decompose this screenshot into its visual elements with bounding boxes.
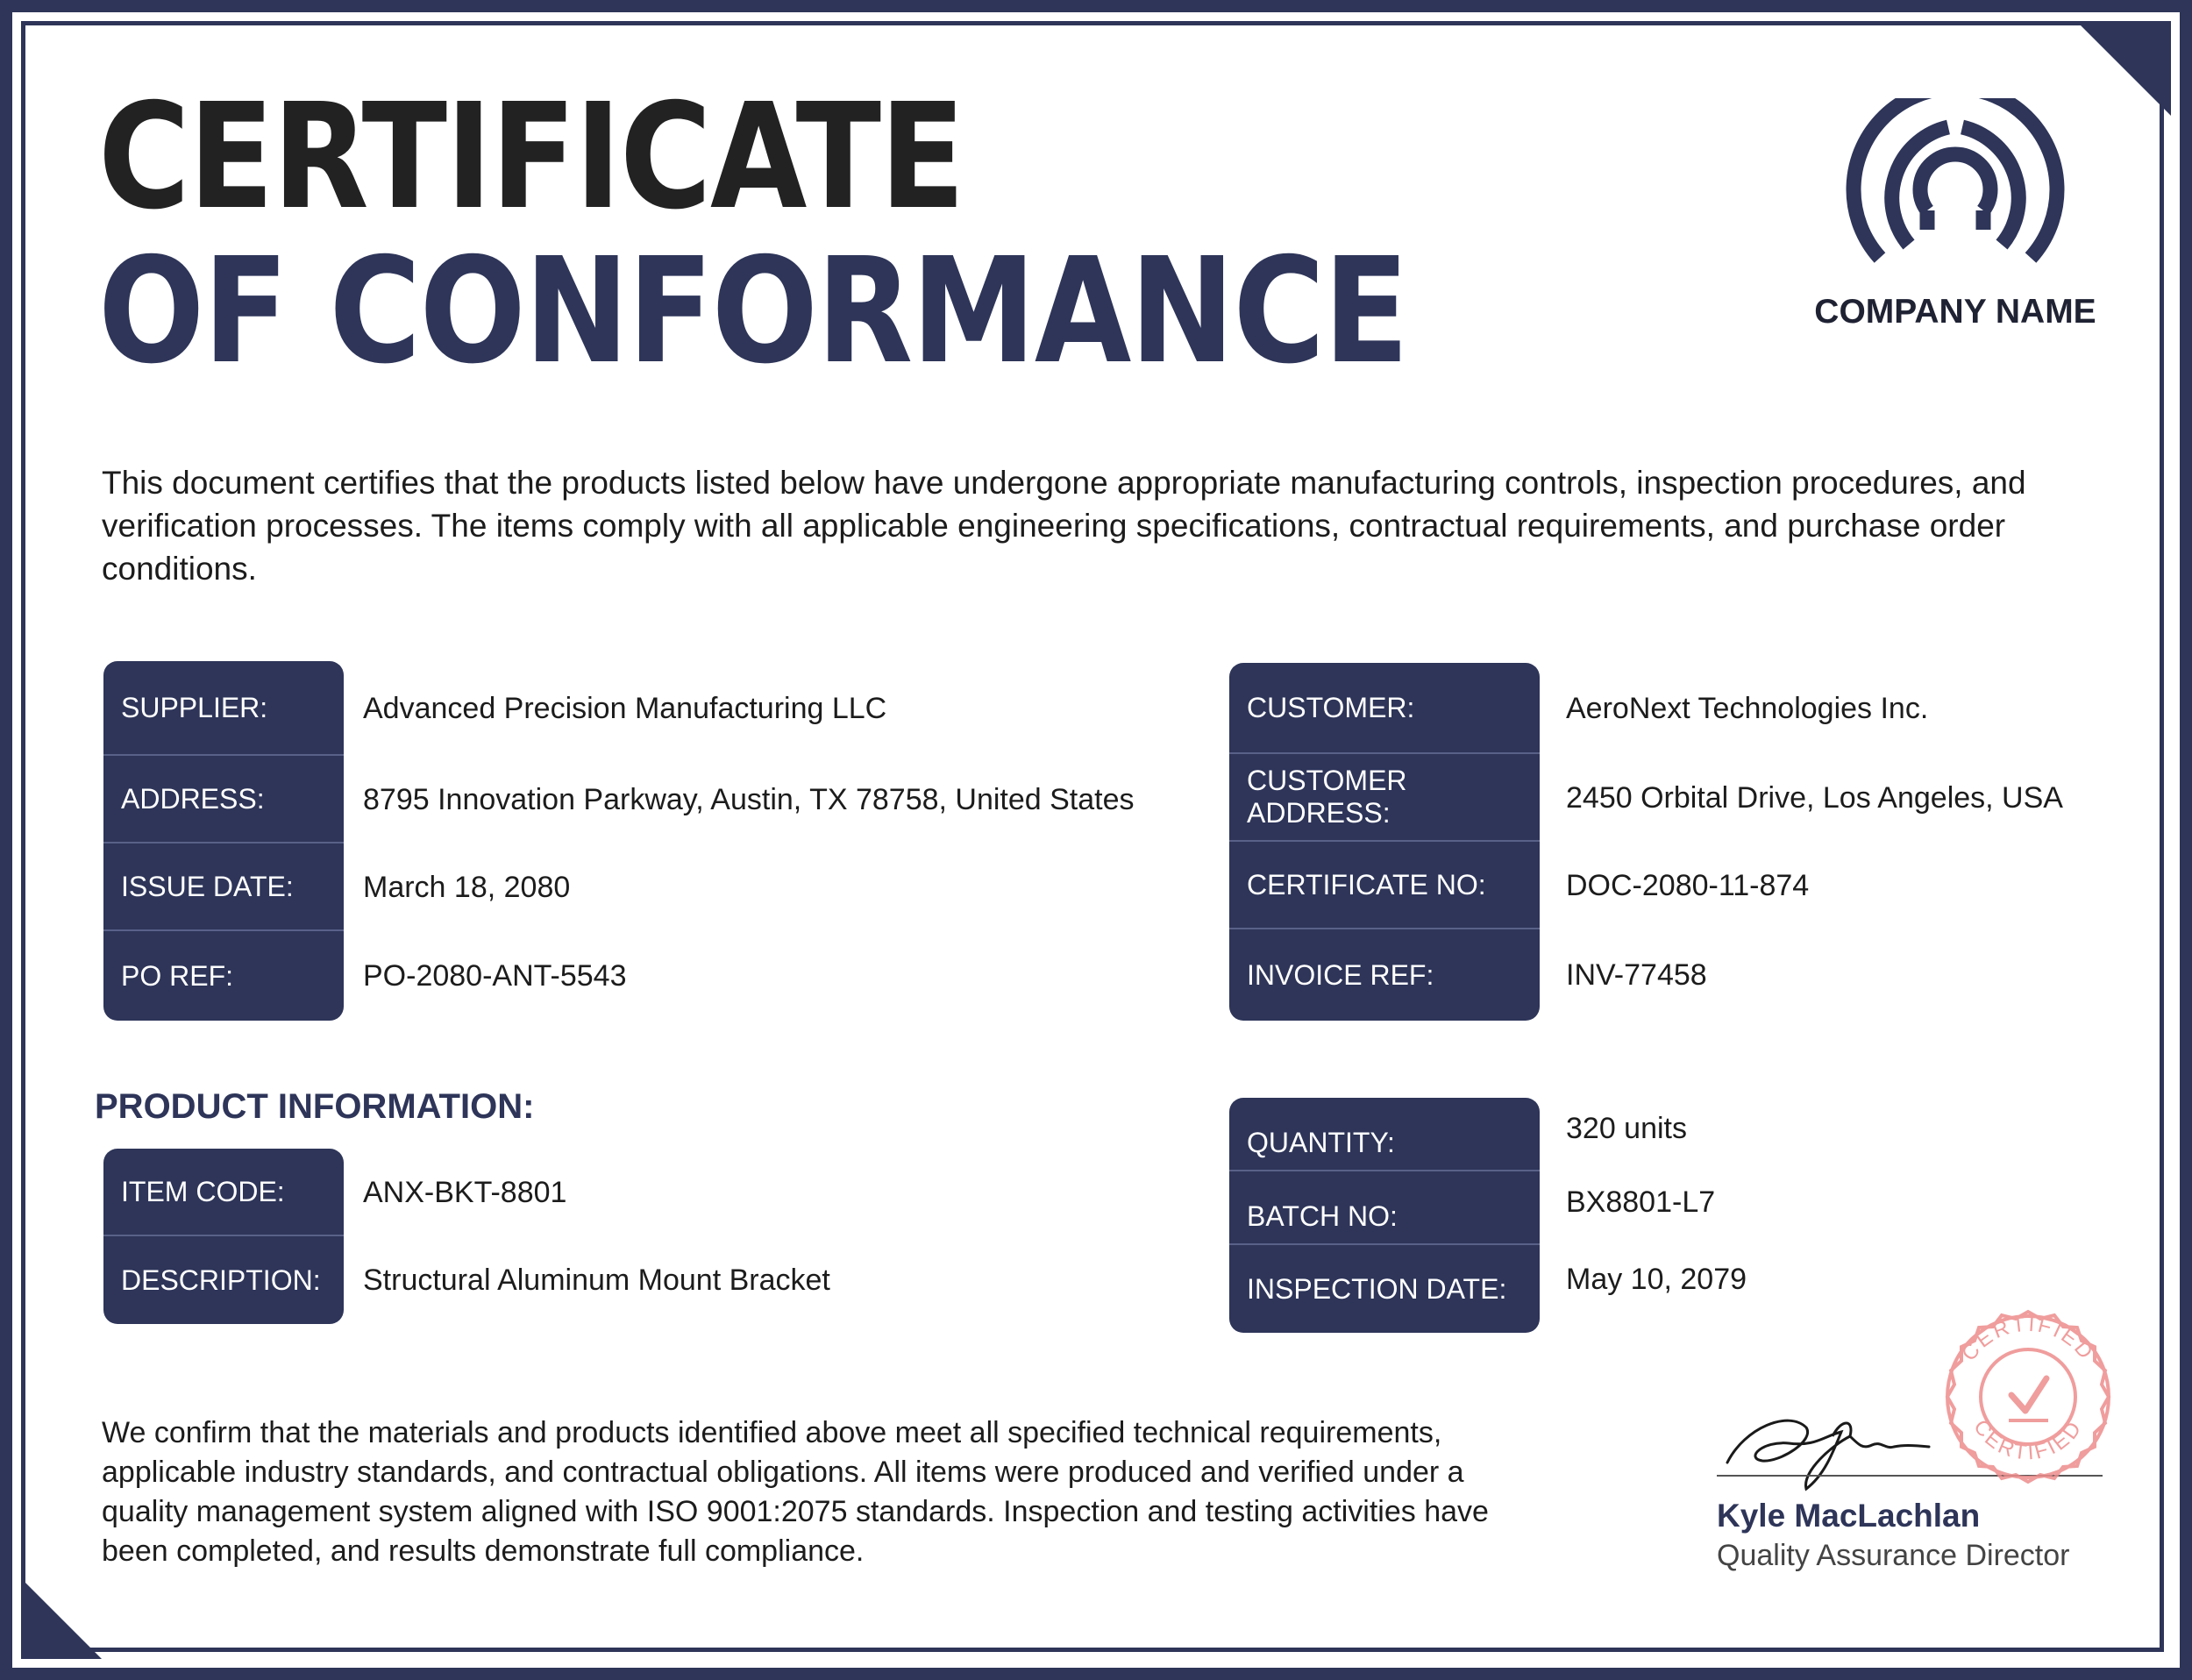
field-value: 320 units — [1566, 1112, 1687, 1145]
title-line-1: CERTIFICATE — [98, 73, 964, 242]
signatory-role: Quality Assurance Director — [1717, 1539, 2070, 1572]
field-label: ADDRESS: — [103, 756, 344, 844]
field-value: DOC-2080-11-874 — [1566, 868, 1810, 902]
field-value: ANX-BKT-8801 — [363, 1175, 567, 1209]
field-label: BATCH NO: — [1229, 1171, 1540, 1245]
field-value: Advanced Precision Manufacturing LLC — [363, 691, 887, 725]
table-row — [103, 661, 1191, 756]
supplier-table — [103, 661, 1191, 1021]
field-value: Structural Aluminum Mount Bracket — [363, 1263, 830, 1297]
field-value: March 18, 2080 — [363, 870, 571, 904]
field-value: May 10, 2079 — [1566, 1263, 1747, 1296]
customer-table — [1229, 663, 2106, 1021]
field-label: PO REF: — [103, 931, 344, 1021]
field-label: QUANTITY: — [1229, 1098, 1540, 1171]
company-name: COMPANY NAME — [1814, 293, 2096, 331]
field-value: INV-77458 — [1566, 957, 1707, 992]
table-row — [1229, 842, 2106, 929]
field-label: ISSUE DATE: — [103, 844, 344, 931]
check-icon — [2011, 1378, 2046, 1411]
table-row — [103, 931, 1191, 1021]
product-section-title: PRODUCT INFORMATION: — [95, 1087, 535, 1126]
field-value: PO-2080-ANT-5543 — [363, 958, 627, 993]
field-label: ITEM CODE: — [103, 1149, 344, 1236]
certified-seal-stamp — [1925, 1294, 2131, 1499]
closing-paragraph: We confirm that the materials and products identified above meet all specified technical requirements, applicable industry standards, and contractual obligations. All items were produced and verified under a quality management system aligned with ISO 9001:2075 standards. Inspection and testing activities have been completed, and results demonstrate full compliance. — [102, 1416, 1489, 1568]
field-label: CUSTOMER ADDRESS: — [1229, 754, 1540, 842]
field-value: 2450 Orbital Drive, Los Angeles, USA — [1566, 780, 2063, 815]
field-value: BX8801-L7 — [1566, 1185, 1716, 1219]
table-row — [103, 844, 1191, 931]
field-label: SUPPLIER: — [103, 661, 344, 756]
table-row — [103, 1236, 1191, 1324]
corner-decoration-top-right — [2076, 21, 2171, 116]
product-table — [103, 1149, 1191, 1324]
table-row — [1229, 1171, 2106, 1245]
field-label: CERTIFICATE NO: — [1229, 842, 1540, 929]
field-label: INSPECTION DATE: — [1229, 1245, 1540, 1333]
title-line-2: OF CONFORMANCE — [98, 227, 1408, 396]
page-title — [98, 73, 1408, 396]
signatory-name: Kyle MacLachlan — [1717, 1498, 1981, 1534]
company-logo-icon — [1841, 98, 2069, 291]
table-row — [1229, 754, 2106, 842]
table-row — [1229, 663, 2106, 754]
seal-bottom-text: CERTIFIED — [1968, 1415, 2088, 1465]
field-label: INVOICE REF: — [1229, 929, 1540, 1021]
field-value: 8795 Innovation Parkway, Austin, TX 78758, United States — [363, 782, 1135, 816]
field-value: AeroNext Technologies Inc. — [1566, 691, 1929, 725]
field-label: DESCRIPTION: — [103, 1236, 344, 1324]
seal-top-text: CERTIFIED — [1957, 1312, 2099, 1366]
signature-image — [1710, 1392, 1938, 1498]
table-row — [103, 756, 1191, 844]
corner-decoration-bottom-left — [21, 1578, 102, 1659]
table-row — [103, 1149, 1191, 1236]
table-row — [1229, 1098, 2106, 1171]
field-label: CUSTOMER: — [1229, 663, 1540, 754]
table-row — [1229, 929, 2106, 1021]
intro-paragraph: This document certifies that the products listed below have undergone appropriate manufacturing controls, inspection procedures, and verification processes. The items comply with all applicable engineering specifications, contractual requirements, and purchase order conditions. — [102, 465, 2026, 587]
